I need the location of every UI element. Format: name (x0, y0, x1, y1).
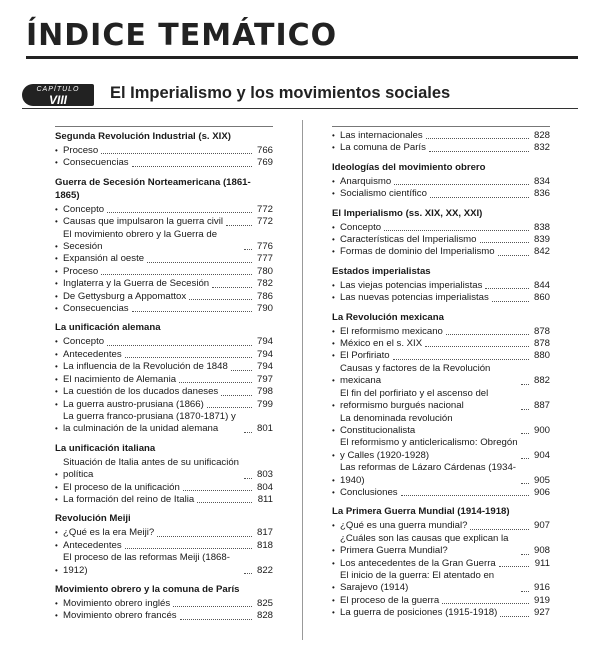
page-number: 828 (256, 610, 273, 622)
toc-section (332, 265, 550, 305)
section-heading: Revolución Meiji (55, 513, 131, 525)
dot-leader (132, 311, 252, 312)
dot-leader (521, 591, 529, 592)
toc-entry (332, 520, 550, 532)
toc-entry (55, 157, 273, 169)
bullet-icon: • (332, 280, 335, 290)
toc-entry (55, 145, 273, 157)
page-number: 834 (533, 175, 550, 187)
page-number: 828 (533, 130, 550, 141)
entry-label: Antecedentes (63, 348, 122, 360)
toc-entry (332, 595, 550, 607)
entry-label: Movimiento obrero inglés (63, 597, 171, 609)
bullet-icon: • (332, 176, 335, 186)
dot-leader (180, 619, 252, 620)
page-number: 772 (256, 216, 273, 228)
bullet-icon: • (332, 608, 335, 618)
dot-leader (401, 495, 529, 496)
bullet-icon: • (55, 337, 58, 347)
column-divider (302, 120, 303, 640)
toc-entry (55, 527, 273, 539)
toc-entry (55, 229, 273, 254)
page-number: 817 (256, 527, 273, 539)
page-number: 887 (533, 400, 550, 412)
bullet-icon: • (55, 254, 58, 264)
toc-entry (55, 457, 273, 482)
toc-entry (55, 253, 273, 265)
entry-label: Causas y factores de la Revolución mexicana (340, 362, 491, 387)
toc-entry (332, 607, 550, 619)
entry-label: México en el s. XIX (340, 338, 423, 350)
entry-label: El proceso de las reformas Meiji (1868-1912) (63, 552, 230, 576)
toc-entry (55, 482, 273, 494)
chapter-label: CAPÍTULO (36, 86, 80, 93)
toc-entry (55, 291, 273, 303)
dot-leader (485, 288, 529, 289)
entry-label: La influencia de la Revolución de 1848 (63, 361, 228, 373)
entry-label: Socialismo científico (340, 188, 427, 200)
dot-leader (492, 301, 529, 302)
toc-entry (332, 246, 550, 258)
bullet-icon: • (332, 450, 335, 460)
dot-leader (425, 346, 529, 347)
page-number: 916 (533, 582, 550, 594)
dot-leader (244, 432, 252, 433)
toc-entry (332, 363, 550, 388)
entry-label: Las reformas de Lázaro Cárdenas (1934-1940) (340, 462, 516, 486)
bullet-icon: • (55, 387, 58, 397)
bullet-icon: • (332, 235, 335, 245)
dot-leader (157, 536, 252, 537)
entry-label: El proceso de la unificación (63, 481, 180, 493)
page-number: 839 (533, 234, 550, 246)
chapter-title: El Imperialismo y los movimientos sociales (110, 84, 451, 102)
dot-leader (226, 225, 252, 226)
bullet-icon: • (332, 475, 335, 485)
left-column (55, 126, 273, 629)
entry-label: Las nuevas potencias imperialistas (340, 292, 489, 304)
page-number: 790 (256, 303, 273, 315)
toc-entry (332, 292, 550, 304)
page-number: 927 (533, 607, 550, 619)
toc-entry (55, 336, 273, 348)
toc-entry (55, 216, 273, 228)
entry-label: De Gettysburg a Appomattox (63, 290, 187, 302)
toc-section (55, 176, 273, 316)
entry-label: Los antecedentes de la Gran Guerra (340, 557, 496, 569)
dot-leader (132, 166, 252, 167)
bullet-icon: • (55, 266, 58, 276)
dot-leader (244, 573, 252, 574)
bullet-icon: • (55, 304, 58, 314)
bullet-icon: • (332, 487, 335, 497)
entry-label: ¿Cuáles son las causas que explican la Primera Guerra Mundial? (340, 532, 509, 557)
bullet-icon: • (332, 558, 335, 568)
bullet-icon: • (332, 425, 335, 435)
entry-label: Inglaterra y la Guerra de Secesión (63, 278, 210, 290)
dot-leader (207, 407, 252, 408)
bullet-icon: • (55, 362, 58, 372)
page-number: 811 (257, 493, 273, 505)
entry-label: ¿Qué es una guerra mundial? (340, 520, 468, 532)
dot-leader (426, 138, 529, 139)
page-number: 904 (533, 449, 550, 461)
bullet-icon: • (55, 146, 58, 155)
page-title: ÍNDICE TEMÁTICO (26, 18, 338, 53)
toc-entry (332, 388, 550, 413)
bullet-icon: • (55, 611, 58, 621)
bullet-icon: • (332, 326, 335, 336)
dot-leader (498, 255, 529, 256)
toc-section (55, 321, 273, 435)
bullet-icon: • (55, 279, 58, 289)
toc-entry (332, 570, 550, 595)
dot-leader (189, 299, 252, 300)
bullet-icon: • (332, 247, 335, 257)
toc-entry (55, 411, 273, 436)
page-number: 832 (533, 142, 550, 154)
entry-label: Conclusiones (340, 486, 398, 498)
entry-label: Concepto (63, 336, 105, 348)
section-heading: Estados imperialistas (332, 265, 431, 277)
page-number: 860 (533, 292, 550, 304)
toc-entry (332, 487, 550, 499)
bullet-icon: • (332, 222, 335, 232)
page-number: 822 (256, 564, 273, 576)
bullet-icon: • (332, 131, 335, 140)
section-heading: La Revolución mexicana (332, 311, 444, 323)
entry-label: La comuna de París (340, 142, 426, 154)
page-number: 803 (256, 469, 273, 481)
bullet-icon: • (55, 494, 58, 504)
bullet-icon: • (55, 598, 58, 608)
page-number: 801 (256, 423, 273, 435)
dot-leader (384, 230, 529, 231)
entry-label: Proceso (63, 265, 99, 277)
chapter-badge (22, 84, 94, 106)
dot-leader (107, 212, 252, 213)
right-column (332, 126, 550, 626)
toc-entry (55, 399, 273, 411)
page-number: 766 (256, 145, 273, 156)
bullet-icon: • (55, 540, 58, 550)
page-number: 842 (533, 246, 550, 258)
toc-entry (332, 350, 550, 362)
section-heading: La Primera Guerra Mundial (1914-1918) (332, 506, 510, 518)
dot-leader (521, 384, 529, 385)
toc-entry (332, 413, 550, 438)
dot-leader (231, 370, 252, 371)
dot-leader (244, 478, 252, 479)
page-number: 919 (533, 594, 550, 606)
chapter-number: VIII (48, 93, 67, 107)
entry-label: El Porfiriato (340, 350, 390, 362)
bullet-icon: • (55, 374, 58, 384)
entry-label: El proceso de la guerra (340, 594, 440, 606)
section-heading: Movimiento obrero y la comuna de París (55, 583, 240, 595)
dot-leader (446, 334, 529, 335)
entry-label: La formación del reino de Italia (63, 493, 195, 505)
toc-entry (332, 280, 550, 292)
bullet-icon: • (55, 349, 58, 359)
bullet-icon: • (332, 376, 335, 386)
entry-label: Las viejas potencias imperialistas (340, 279, 483, 291)
page-number: 818 (256, 539, 273, 551)
page-number: 836 (533, 188, 550, 200)
dot-leader (147, 262, 252, 263)
entry-label: La guerra austro-prusiana (1866) (63, 398, 204, 410)
entry-label: Causas que impulsaron la guerra civil (63, 216, 223, 228)
bullet-icon: • (55, 528, 58, 538)
dot-leader (442, 603, 529, 604)
entry-label: El reformismo y anticlericalismo: Obregón y Calles (1920-1928) (340, 437, 518, 461)
bullet-icon: • (55, 470, 58, 480)
entry-label: Las internacionales (340, 130, 423, 141)
dot-leader (173, 606, 252, 607)
dot-leader (212, 287, 252, 288)
entry-label: Antecedentes (63, 539, 122, 551)
toc-entry (55, 598, 273, 610)
bullet-icon: • (55, 482, 58, 492)
dot-leader (394, 184, 529, 185)
bullet-icon: • (332, 401, 335, 411)
dot-leader (521, 483, 529, 484)
entry-label: La guerra franco-prusiana (1870-1871) y la culminación de la unidad alemana (63, 410, 236, 435)
section-heading: La unificación alemana (55, 322, 161, 334)
bullet-icon: • (55, 399, 58, 409)
toc-entry (55, 303, 273, 315)
page-number: 794 (256, 348, 273, 360)
entry-label: La cuestión de los ducados daneses (63, 386, 219, 398)
toc-section (55, 126, 273, 170)
page-number: 776 (256, 241, 273, 253)
bullet-icon: • (55, 217, 58, 227)
entry-label: El fin del porfiriato y el ascenso del reformismo burgués nacional (340, 387, 489, 412)
entry-label: Situación de Italia antes de su unificación política (63, 456, 239, 481)
bullet-icon: • (55, 565, 58, 575)
bullet-icon: • (332, 293, 335, 303)
entry-label: Concepto (340, 221, 382, 233)
entry-label: Movimiento obrero francés (63, 610, 177, 622)
section-heading: Ideologías del movimiento obrero (332, 161, 486, 173)
page-number: 878 (533, 325, 550, 337)
toc-section (332, 126, 550, 155)
page-number: 799 (256, 398, 273, 410)
entry-label: El nacimiento de Alemania (63, 373, 177, 385)
toc-entry (55, 349, 273, 361)
page-number: 772 (256, 203, 273, 215)
page-number: 882 (533, 375, 550, 387)
toc-entry (55, 361, 273, 373)
dot-leader (221, 395, 252, 396)
section-heading: La unificación italiana (55, 442, 156, 454)
dot-leader (499, 566, 529, 567)
entry-label: Características del Imperialismo (340, 234, 477, 246)
page-number: 844 (533, 279, 550, 291)
toc-entry (55, 266, 273, 278)
bullet-icon: • (332, 546, 335, 556)
bullet-icon: • (332, 189, 335, 199)
bullet-icon: • (55, 204, 58, 214)
toc-entry (332, 462, 550, 487)
entry-label: Consecuencias (63, 303, 129, 315)
toc-section (332, 161, 550, 201)
dot-leader (125, 357, 252, 358)
page-number: 769 (256, 157, 273, 169)
entry-label: Concepto (63, 203, 105, 215)
page-number: 797 (256, 373, 273, 385)
toc-entry (332, 558, 550, 570)
dot-leader (183, 490, 252, 491)
bullet-icon: • (332, 521, 335, 531)
entry-label: Anarquismo (340, 175, 392, 187)
toc-entry (55, 540, 273, 552)
entry-label: La guerra de posiciones (1915-1918) (340, 607, 498, 619)
dot-leader (521, 433, 529, 434)
page-number: 804 (256, 481, 273, 493)
toc-entry (332, 326, 550, 338)
page-number: 794 (256, 336, 273, 348)
bullet-icon: • (55, 158, 58, 168)
toc-section (55, 442, 273, 507)
dot-leader (197, 502, 252, 503)
toc-section (55, 583, 273, 623)
dot-leader (500, 616, 529, 617)
page-number: 905 (533, 474, 550, 486)
page-number: 825 (256, 597, 273, 609)
page-number: 906 (533, 486, 550, 498)
page-number: 908 (533, 545, 550, 557)
page-number: 786 (256, 290, 273, 302)
dot-leader (107, 345, 252, 346)
section-heading: El Imperialismo (ss. XIX, XX, XXI) (332, 207, 483, 219)
page-number: 880 (533, 350, 550, 362)
entry-label: Consecuencias (63, 157, 129, 169)
bullet-icon: • (55, 424, 58, 434)
entry-label: El inicio de la guerra: El atentado en Sarajevo (1914) (340, 569, 495, 594)
toc-entry (332, 142, 550, 154)
dot-leader (393, 359, 529, 360)
entry-label: Proceso (63, 145, 99, 156)
toc-entry (55, 552, 273, 577)
toc-entry (332, 130, 550, 142)
entry-label: ¿Qué es la era Meiji? (63, 527, 155, 539)
toc-entry (55, 386, 273, 398)
dot-leader (480, 242, 530, 243)
dot-leader (521, 409, 529, 410)
chapter-rule (22, 108, 578, 109)
toc-entry (332, 188, 550, 200)
toc-entry (332, 533, 550, 558)
entry-label: El movimiento obrero y la Guerra de Secesión (63, 228, 218, 253)
toc-section (332, 311, 550, 500)
title-rule (26, 56, 578, 59)
toc-entry (55, 494, 273, 506)
toc-section (332, 207, 550, 259)
page-number: 782 (256, 278, 273, 290)
toc-entry (332, 176, 550, 188)
dot-leader (470, 529, 529, 530)
dot-leader (429, 151, 529, 152)
section-heading: Guerra de Secesión Norteamericana (1861-1865) (55, 176, 251, 201)
page-number: 907 (533, 520, 550, 532)
dot-leader (521, 554, 529, 555)
entry-label: El reformismo mexicano (340, 325, 443, 337)
toc-entry (55, 204, 273, 216)
page-number: 911 (534, 557, 550, 569)
page-number: 794 (256, 361, 273, 373)
bullet-icon: • (332, 339, 335, 349)
page-number: 777 (256, 253, 273, 265)
toc-entry (332, 234, 550, 246)
bullet-icon: • (332, 583, 335, 593)
dot-leader (430, 197, 529, 198)
dot-leader (244, 249, 252, 250)
page-number: 838 (533, 221, 550, 233)
bullet-icon: • (332, 595, 335, 605)
dot-leader (101, 274, 252, 275)
toc-entry (332, 437, 550, 462)
section-heading: Segunda Revolución Industrial (s. XIX) (55, 131, 231, 142)
bullet-icon: • (332, 351, 335, 361)
toc-entry (55, 278, 273, 290)
entry-label: Expansión al oeste (63, 253, 145, 265)
page-number: 878 (533, 338, 550, 350)
toc-section (332, 505, 550, 619)
bullet-icon: • (55, 291, 58, 301)
dot-leader (101, 153, 252, 154)
page-number: 798 (256, 386, 273, 398)
entry-label: La denominada revolución Constitucionalista (340, 412, 453, 436)
toc-entry (55, 610, 273, 622)
page-number: 780 (256, 265, 273, 277)
toc-entry (332, 338, 550, 350)
dot-leader (125, 548, 252, 549)
entry-label: Formas de dominio del Imperialismo (340, 246, 495, 258)
page-number: 900 (533, 424, 550, 436)
toc-section (55, 512, 273, 577)
toc-entry (55, 374, 273, 386)
dot-leader (179, 382, 252, 383)
bullet-icon: • (332, 143, 335, 153)
dot-leader (521, 458, 529, 459)
toc-entry (332, 222, 550, 234)
bullet-icon: • (55, 242, 58, 252)
